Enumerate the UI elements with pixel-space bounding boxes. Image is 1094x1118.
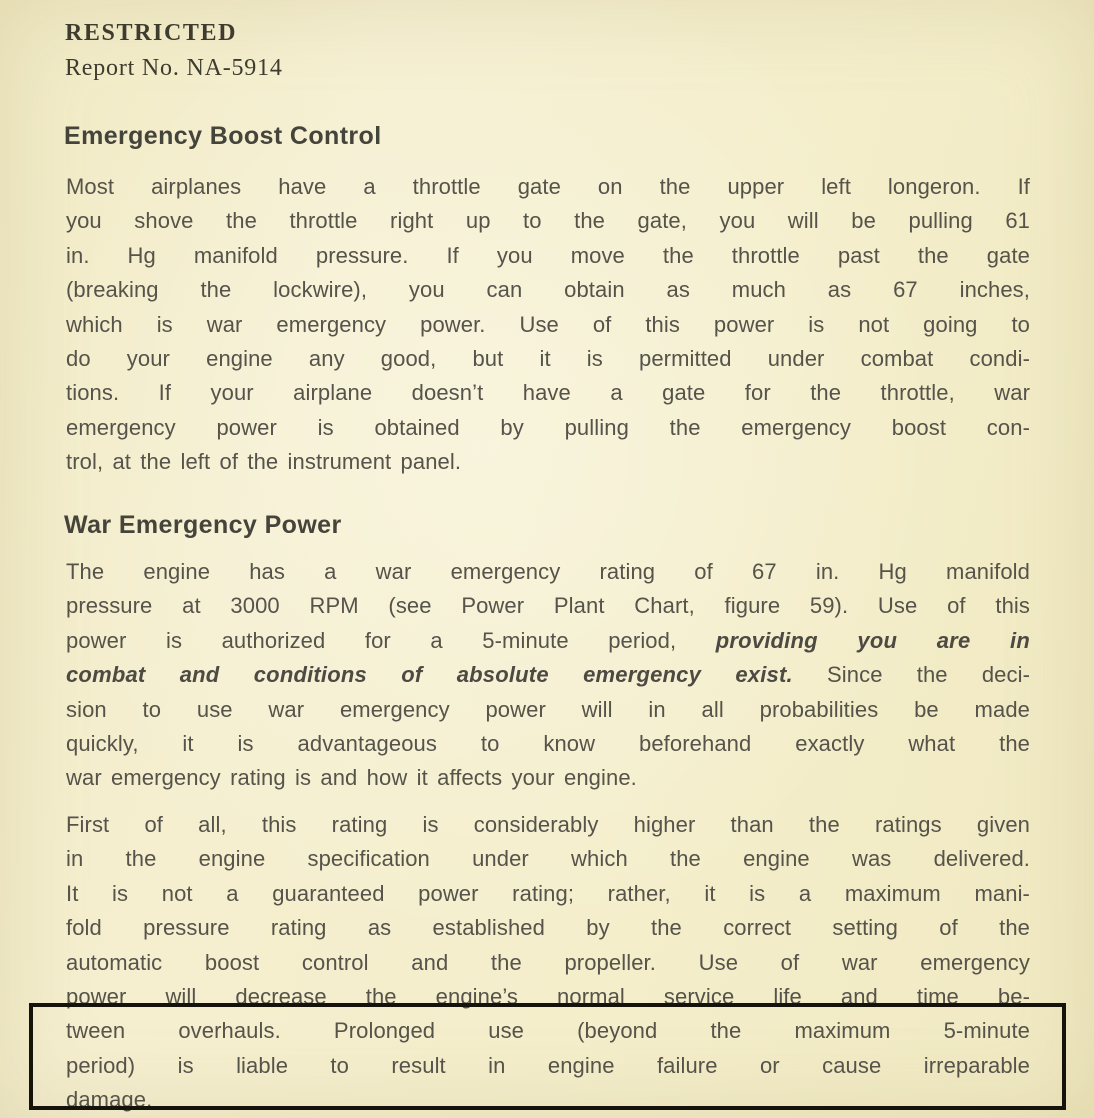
text-line: tween overhauls. Prolonged use (beyond the maximum 5-minute [66,1018,1030,1044]
text-line: period) is liable to result in engine failure or cause irreparable [66,1052,1030,1078]
text-line: automatic boost control and the propeller. Use of war emergency [66,949,1030,975]
text-line: The engine has a war emergency rating of 67 in. Hg manifold [66,559,1030,584]
text-line: damage. [66,1087,153,1113]
classification-label: RESTRICTED [65,20,238,46]
text-line [66,624,1030,658]
paragraph-emergency-boost-control [66,170,1030,480]
text-line: tions. If your airplane doesn’t have a gate for the throttle, war [66,380,1030,406]
text-line: in the engine specification under which the engine was delivered. [66,846,1030,872]
paragraph-wep-rating [66,555,1030,796]
text-line: quickly, it is advantageous to know beforehand exactly what the [66,730,1030,756]
text-line: do your engine any good, but it is permitted under combat condi- [66,345,1030,371]
text-line: Most airplanes have a throttle gate on the upper left longeron. If [66,174,1030,199]
text-line: fold pressure rating as established by the correct setting of the [66,915,1030,941]
text-line: First of all, this rating is considerably higher than the ratings given [66,812,1030,837]
report-number: Report No. NA-5914 [65,55,283,81]
text-line: pressure at 3000 RPM (see Power Plant Chart, figure 59). Use of this [66,593,1030,619]
text-line: sion to use war emergency power will in all probabilities be made [66,696,1030,722]
paragraph-wep-effects [66,808,1030,1118]
text-line: which is war emergency power. Use of this power is not going to [66,311,1030,337]
text-line: in. Hg manifold pressure. If you move the throttle past the gate [66,242,1030,268]
text-line: power will decrease the engine’s normal service life and time be- [66,983,1030,1009]
section-heading-emergency-boost-control: Emergency Boost Control [64,122,382,150]
text-line: you shove the throttle right up to the gate, you will be pulling 61 [66,208,1030,234]
text-segment: power is authorized for a 5-minute period, [66,627,716,653]
text-line: (breaking the lockwire), you can obtain as much as 67 inches, [66,277,1030,303]
text-line [66,658,1030,692]
text-line: It is not a guaranteed power rating; rather, it is a maximum mani- [66,880,1030,906]
text-line: trol, at the left of the instrument panel. [66,449,462,475]
emphasis-segment: providing you are in [715,627,1030,653]
text-line: war emergency rating is and how it affects your engine. [66,765,637,791]
text-segment: Since the deci- [792,662,1031,688]
section-heading-war-emergency-power: War Emergency Power [64,511,342,539]
emphasis-segment: combat and conditions of absolute emergency exist. [66,662,793,688]
text-line: emergency power is obtained by pulling the emergency boost con- [66,414,1030,440]
